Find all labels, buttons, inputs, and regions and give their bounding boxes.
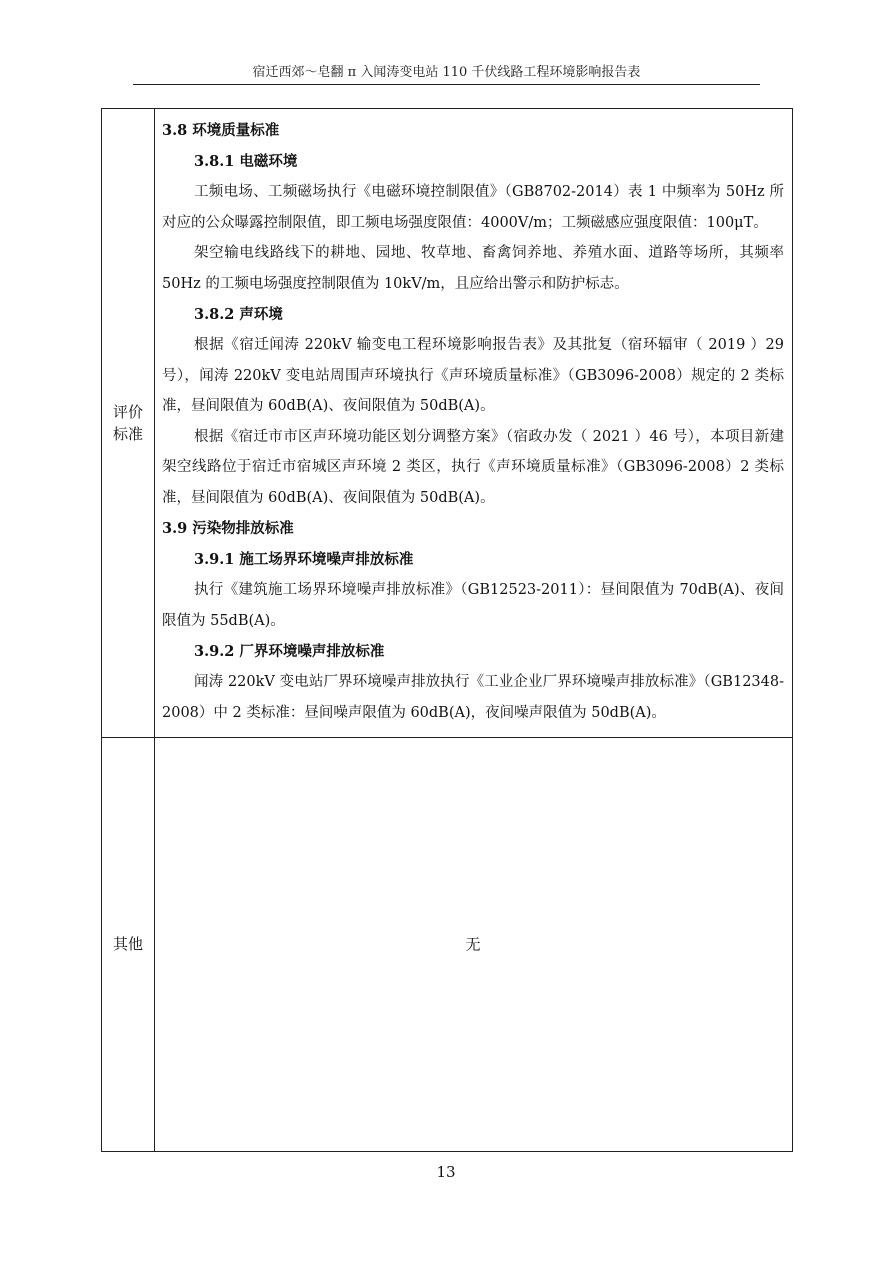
section-3-8-1-paragraph-2: 架空输电线路线下的耕地、园地、牧草地、畜禽饲养地、养殖水面、道路等场所，其频率 50Hz 的工频电场强度控制限值为 10kV/m，且应给出警示和防护标志。 <box>162 245 784 292</box>
row-evaluation-standards <box>102 109 792 738</box>
other-value-text: 无 <box>465 935 481 954</box>
section-3-9-1-paragraph-1: 执行《建筑施工场界环境噪声排放标准》（GB12523-2011）：昼间限值为 70dB(A)、夜间限值为 55dB(A)。 <box>162 582 784 629</box>
page-header-title: 宿迁西郊～皂翻 π 入闻涛变电站 110 千伏线路工程环境影响报告表 <box>133 64 760 85</box>
label-other-text: 其他 <box>112 935 143 953</box>
section-3-9-2-paragraph-1: 闻涛 220kV 变电站厂界环境噪声排放执行《工业企业厂界环境噪声排放标准》（GB12348-2008）中 2 类标准：昼间噪声限值为 60dB(A)，夜间噪声限值为 50dB(A)。 <box>162 674 784 721</box>
section-3-8-2-paragraph-1: 根据《宿迁闻涛 220kV 输变电工程环境影响报告表》及其批复（宿环辐审（ 2019 ）29 号），闻涛 220kV 变电站周围声环境执行《声环境质量标准》（GB3096-2008）规定的 2 类标准，昼间限值为 60dB(A)、夜间限值为 50dB(A)。 <box>162 337 784 414</box>
label-evaluation-standards <box>102 109 155 737</box>
label-other <box>102 737 155 1151</box>
content-evaluation-standards <box>154 109 792 737</box>
label-evaluation-standards-text: 评价标准 <box>112 403 143 443</box>
section-3-9-2-title: 3.9.2 厂界环境噪声排放标准 <box>194 643 385 660</box>
section-3-9-1-title: 3.9.1 施工场界环境噪声排放标准 <box>194 551 414 568</box>
section-3-8-1-paragraph-1: 工频电场、工频磁场执行《电磁环境控制限值》（GB8702-2014）表 1 中频率为 50Hz 所对应的公众曝露控制限值，即工频电场强度限值：4000V/m；工频磁感应强度限值：100μT。 <box>162 184 784 231</box>
section-3-8-2-title: 3.8.2 声环境 <box>194 306 283 323</box>
section-3-8-1-title: 3.8.1 电磁环境 <box>194 153 298 170</box>
section-3-8-title: 3.8 环境质量标准 <box>162 122 280 139</box>
assessment-form-table <box>101 108 793 1152</box>
row-other <box>102 737 792 1151</box>
section-3-8-2-paragraph-2: 根据《宿迁市市区声环境功能区划分调整方案》（宿政办发（ 2021 ）46 号），本项目新建架空线路位于宿迁市宿城区声环境 2 类区，执行《声环境质量标准》（GB3096-2008）2 类标准，昼间限值为 60dB(A)、夜间限值为 50dB(A)。 <box>162 428 784 506</box>
page-number: 13 <box>436 1163 456 1181</box>
section-3-9-title: 3.9 污染物排放标准 <box>162 520 294 537</box>
content-other <box>154 737 792 1151</box>
